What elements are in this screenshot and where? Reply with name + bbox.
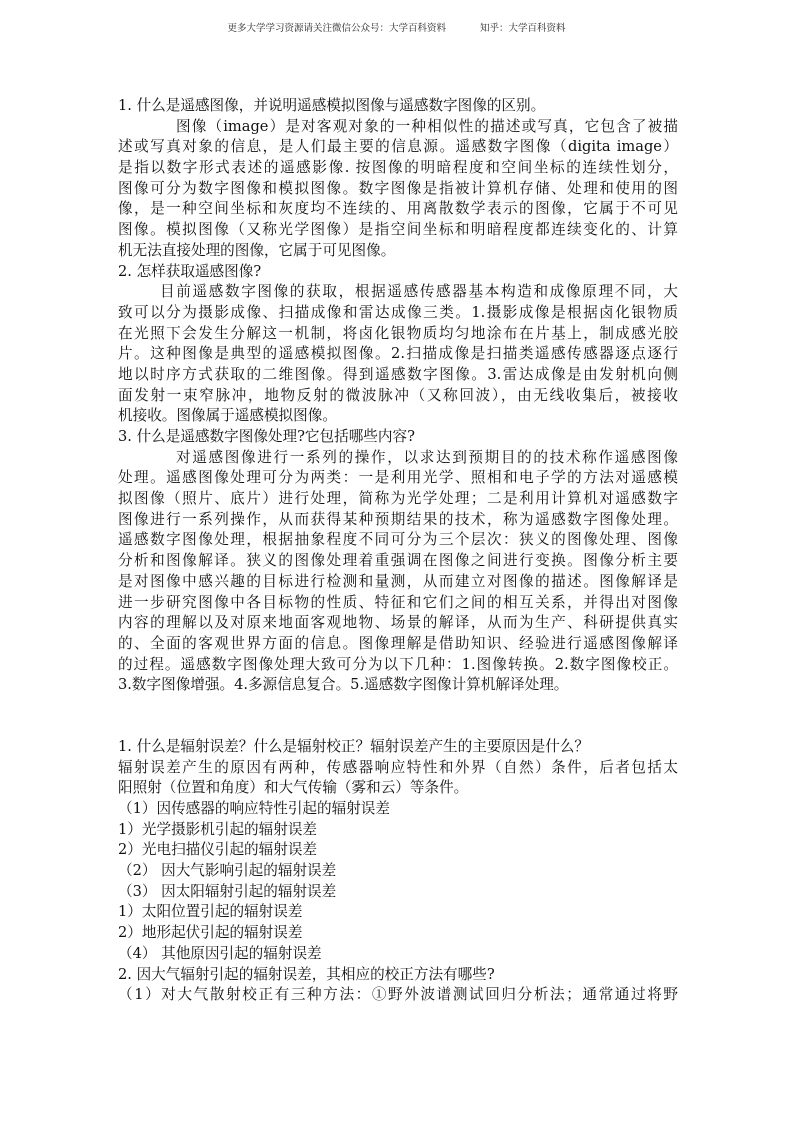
paragraph-line: 图像（image）是对客观对象的一种相似性的描述或写真，它包含了被描 — [176, 117, 678, 135]
paragraph-line: 片。这种图像是典型的遥感模拟图像。2.扫描成像是扫描类遥感传感器逐点逐行 — [118, 345, 678, 363]
paragraph-line: （1）对大气散射校正有三种方法：①野外波谱测试回归分析法；通常通过将野 — [118, 986, 678, 1004]
paragraph-line: 3.数字图像增强。4.多源信息复合。5.遥感数字图像计算机解译处理。 — [118, 676, 569, 694]
paragraph-line: 是对图像中感兴趣的目标进行检测和量测，从而建立对图像的描述。图像解译是 — [118, 572, 678, 590]
list-item: （2） 因大气影响引起的辐射误差 — [118, 862, 337, 880]
question-heading: 2. 怎样获取遥感图像? — [118, 262, 262, 280]
paragraph-line: 在光照下会发生分解这一机制，将卤化银物质均匀地涂布在片基上，制成感光胶 — [118, 324, 678, 342]
list-item: 1）光学摄影机引起的辐射误差 — [118, 820, 318, 838]
paragraph-line: 内容的理解以及对原来地面客观地物、场景的解译，从而为生产、科研提供真实 — [118, 614, 678, 632]
question-heading: 1. 什么是辐射误差？什么是辐射校正？辐射误差产生的主要原因是什么？ — [118, 737, 589, 755]
paragraph-line: 辐射误差产生的原因有两种，传感器响应特性和外界（自然）条件，后者包括太 — [118, 758, 678, 776]
list-item: 1）太阳位置引起的辐射误差 — [118, 903, 303, 921]
paragraph-line: 述或写真对象的信息，是人们最主要的信息源。遥感数字图像（digita image） — [118, 138, 678, 156]
question-heading: 1. 什么是遥感图像，并说明遥感模拟图像与遥感数字图像的区别。 — [118, 97, 546, 114]
paragraph-line: 目前遥感数字图像的获取，根据遥感传感器基本构造和成像原理不同，大 — [160, 283, 678, 301]
paragraph-line: 遥感数字图像处理，根据抽象程度不同可分为三个层次：狭义的图像处理、图像 — [118, 531, 678, 549]
page-header — [0, 20, 793, 34]
paragraph-line: 机接收。图像属于遥感模拟图像。 — [118, 407, 337, 425]
document-body — [118, 96, 678, 1006]
list-item: （1）因传感器的响应特性引起的辐射误差 — [118, 800, 390, 817]
paragraph-line: 机无法直接处理的图像，它属于可见图像。 — [118, 241, 396, 259]
paragraph-line: 对遥感图像进行一系列的操作，以求达到预期目的的技术称作遥感图像 — [176, 448, 678, 466]
list-item: （4） 其他原因引起的辐射误差 — [118, 944, 322, 962]
paragraph-line: 拟图像（照片、底片）进行处理，简称为光学处理；二是利用计算机对遥感数字 — [118, 490, 678, 508]
header-zhihu-note: 知乎：大学百科资料 — [480, 23, 566, 34]
paragraph-line: 是指以数字形式表述的遥感影像. 按图像的明暗程度和空间坐标的连续性划分， — [118, 159, 678, 177]
header-wechat-note: 更多大学学习资源请关注微信公众号：大学百科资料 — [227, 23, 446, 34]
paragraph-line: 地以时序方式获取的二维图像。得到遥感数字图像。3.雷达成像是由发射机向侧 — [118, 365, 678, 383]
paragraph-line: 像，是一种空间坐标和灰度均不连续的、用离散数学表示的图像，它属于不可见 — [118, 200, 678, 218]
paragraph-line: 图像可分为数字图像和模拟图像。数字图像是指被计算机存储、处理和使用的图 — [118, 179, 678, 197]
paragraph-line: 图像进行一系列操作，从而获得某种预期结果的技术，称为遥感数字图像处理。 — [118, 510, 678, 528]
paragraph-line: 图像。模拟图像（又称光学图像）是指空间坐标和明暗程度都连续变化的、计算 — [118, 221, 678, 239]
paragraph-line: 致可以分为摄影成像、扫描成像和雷达成像三类。1.摄影成像是根据卤化银物质 — [118, 303, 678, 321]
section-gap — [118, 696, 678, 737]
paragraph-line: 面发射一束窄脉冲，地物反射的微波脉冲（又称回波），由无线收集后，被接收 — [118, 386, 678, 404]
list-item: 2）光电扫描仪引起的辐射误差 — [118, 841, 318, 859]
list-item: （3） 因太阳辐射引起的辐射误差 — [118, 882, 337, 900]
list-item: 2）地形起伏引起的辐射误差 — [118, 924, 303, 942]
paragraph-line: 进一步研究图像中各目标物的性质、特征和它们之间的相互关系，并得出对图像 — [118, 593, 678, 611]
paragraph-line: 阳照射（位置和角度）和大气传输（雾和云）等条件。 — [118, 779, 469, 797]
paragraph-line: 处理。遥感图像处理可分为两类：一是利用光学、照相和电子学的方法对遥感模 — [118, 469, 678, 487]
paragraph-line: 的、全面的客观世界方面的信息。图像理解是借助知识、经验进行遥感图像解译 — [118, 634, 678, 652]
paragraph-line: 分析和图像解译。狭义的图像处理着重强调在图像之间进行变换。图像分析主要 — [118, 552, 678, 570]
question-heading: 2. 因大气辐射引起的辐射误差，其相应的校正方法有哪些? — [118, 965, 495, 983]
question-heading: 3. 什么是遥感数字图像处理?它包括哪些内容? — [118, 428, 415, 445]
paragraph-line: 的过程。遥感数字图像处理大致可分为以下几种：1.图像转换。2.数字图像校正。 — [118, 655, 678, 673]
